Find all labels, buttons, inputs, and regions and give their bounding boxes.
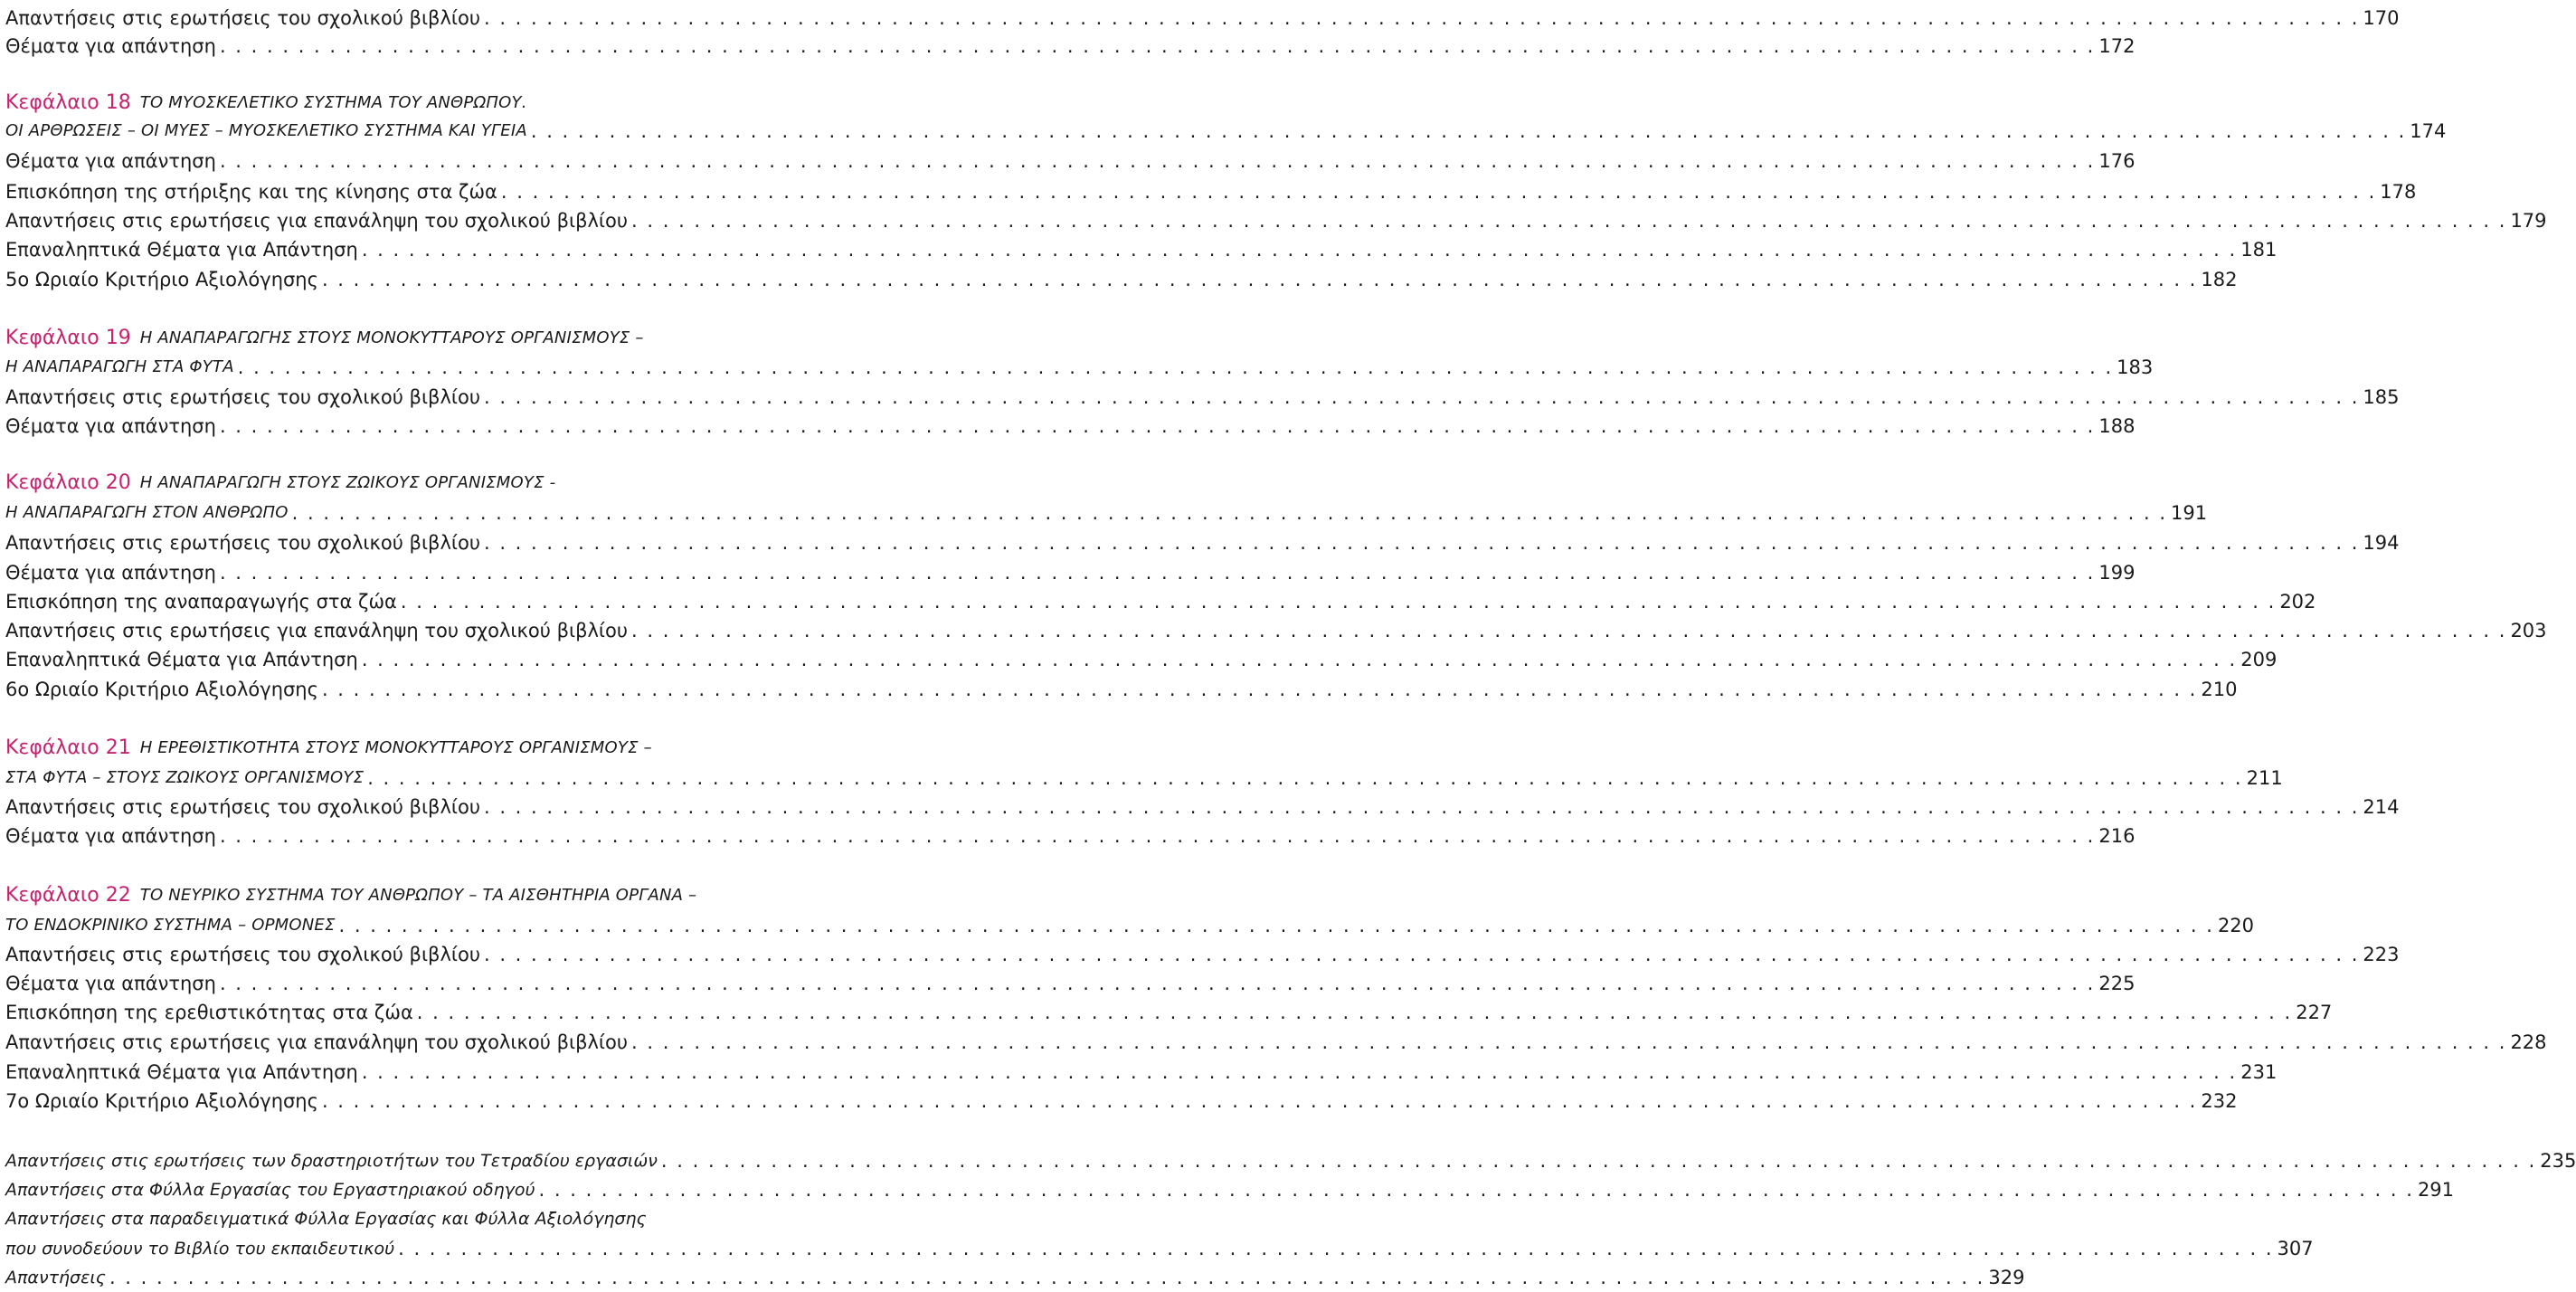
chapter-title: ΤΟ ΝΕΥΡΙΚΟ ΣΥΣΤΗΜΑ ΤΟΥ ΑΝΘΡΩΠΟΥ – ΤΑ ΑΙΣΘΗΤΗΡΙΑ ΟΡΓΑΝΑ – [139,886,697,905]
chapter-heading[interactable] [5,879,863,908]
toc-entry-title: Θέματα για απάντηση [5,150,216,172]
toc-entry[interactable] [5,585,2316,614]
dot-leader: . . . . . . . . . . . . . . . . . . . . . . . . . . . . . . . . . . . . . . . . . . . . . . . . . . . . . . . . . . . . . . . . . . . . . . . . . . . . . . . . . . . . . . . . . . . . . . . . . . . . . . . . . . . . . . . . . . . . . . . . [361,239,2238,261]
dot-leader: . . . . . . . . . . . . . . . . . . . . . . . . . . . . . . . . . . . . . . . . . . . . . . . . . . . . . . . . . . . . . . . . . . . . . . . . . . . . . . . . . . . . . . . . . . . . . . . . . . . . . . . . . . . . . . . . . . . . . . . . [483,386,2360,408]
toc-page-number: 183 [2117,356,2154,378]
dot-leader: . . . . . . . . . . . . . . . . . . . . . . . . . . . . . . . . . . . . . . . . . . . . . . . . . . . . . . . . . . . . . . . . . . . . . . . . . . . . . . . . . . . . . . . . . . . . . . . . . . . . . . . . . . . . . . . . . . . . . . . . [219,150,2096,172]
toc-entry-title: Θέματα για απάντηση [5,35,216,57]
toc-page-number: 199 [2098,562,2136,584]
toc-page-number: 232 [2201,1090,2238,1112]
toc-page-number: 202 [2279,591,2316,613]
toc-entry[interactable] [5,1145,2576,1173]
toc-entry[interactable] [5,30,2136,59]
chapter-title: ΤΟ ΜΥΟΣΚΕΛΕΤΙΚΟ ΣΥΣΤΗΜΑ ΤΟΥ ΑΝΘΡΩΠΟΥ. [139,93,527,112]
toc-page-number: 194 [2363,532,2400,554]
dot-leader: . . . . . . . . . . . . . . . . . . . . . . . . . . . . . . . . . . . . . . . . . . . . . . . . . . . . . . . . . . . . . . . . . . . . . . . . . . . . . . . . . . . . . . . . . . . . . . . . . . . . . . . . . . . . . . . . . . . . . . . . [367,767,2243,789]
chapter-heading-continued[interactable] [5,909,2255,938]
toc-entry-title: Θέματα για απάντηση [5,562,216,584]
chapter-title: Η ΕΡΕΘΙΣΤΙΚΟΤΗΤΑ ΣΤΟΥΣ ΜΟΝΟΚΥΤΤΑΡΟΥΣ ΟΡΓΑΝΙΣΜΟΥΣ – [139,738,652,757]
toc-entry-title: που συνοδεύουν το Βιβλίο του εκπαιδευτικού [5,1239,395,1259]
toc-page-number: 227 [2296,1002,2333,1023]
toc-page-number: 203 [2510,620,2547,641]
toc-page-number: 179 [2510,210,2547,232]
toc-entry[interactable] [5,381,2400,410]
dot-leader: . . . . . . . . . . . . . . . . . . . . . . . . . . . . . . . . . . . . . . . . . . . . . . . . . . . . . . . . . . . . . . . . . . . . . . . . . . . . . . . . . . . . . . . . . . . . . . . . . . . . . . . . . . . . . . . . . . . . . . . . [530,120,2407,142]
toc-entry[interactable] [5,1026,2547,1055]
dot-leader: . . . . . . . . . . . . . . . . . . . . . . . . . . . . . . . . . . . . . . . . . . . . . . . . . . . . . . . . . . . . . . . . . . . . . . . . . . . . . . . . . . . . . . . . . . . . . . . . . . . . . . . . . . . . . . . . . . . . . . . . [321,269,2198,290]
toc-entry-title: Απαντήσεις στις ερωτήσεις του σχολικού βιβλίου [5,796,480,818]
chapter-label: Κεφάλαιο 19 [5,327,131,349]
toc-entry-title: 7ο Ωριαίο Κριτήριο Αξιολόγησης [5,1090,318,1112]
toc-page-number: 307 [2277,1238,2314,1259]
chapter-heading[interactable] [5,732,863,761]
toc-entry-title: Επαναληπτικά Θέματα για Απάντηση [5,1061,358,1083]
toc-entry[interactable] [5,233,2278,262]
toc-entry[interactable] [5,1261,2025,1290]
chapter-heading[interactable] [5,87,863,116]
toc-page-number: 185 [2363,386,2400,408]
toc-entry-title: Απαντήσεις στα Φύλλα Εργασίας του Εργαστηριακού οδηγού [5,1180,535,1200]
dot-leader: . . . . . . . . . . . . . . . . . . . . . . . . . . . . . . . . . . . . . . . . . . . . . . . . . . . . . . . . . . . . . . . . . . . . . . . . . . . . . . . . . . . . . . . . . . . . . . . . . . . . . . . . . . . . . . . . . . . . . . . . [109,1267,1985,1288]
toc-entry-title: Απαντήσεις στις ερωτήσεις για επανάληψη του σχολικού βιβλίου [5,210,629,232]
toc-entry-title: 5ο Ωριαίο Κριτήριο Αξιολόγησης [5,269,318,290]
chapter-heading-continued[interactable] [5,762,2283,791]
toc-entry[interactable] [5,176,2417,204]
toc-entry[interactable] [5,1085,2238,1114]
toc-entry[interactable] [5,527,2400,556]
toc-page-number: 291 [2417,1179,2455,1201]
toc-entry-title: 6ο Ωριαίο Κριτήριο Αξιολόγησης [5,679,318,700]
toc-entry-title: Επαναληπτικά Θέματα για Απάντηση [5,649,358,670]
toc-page-number: 220 [2217,915,2255,936]
dot-leader: . . . . . . . . . . . . . . . . . . . . . . . . . . . . . . . . . . . . . . . . . . . . . . . . . . . . . . . . . . . . . . . . . . . . . . . . . . . . . . . . . . . . . . . . . . . . . . . . . . . . . . . . . . . . . . . . . . . . . . . . [219,825,2096,847]
toc-page-number: 211 [2246,767,2283,789]
toc-entry-title: Θέματα για απάντηση [5,973,216,994]
toc-page-number: 214 [2363,796,2400,818]
toc-entry-title: Απαντήσεις στις ερωτήσεις του σχολικού βιβλίου [5,7,480,29]
chapter-heading-continued[interactable] [5,351,2154,380]
toc-page-number: 188 [2098,415,2136,437]
dot-leader: . . . . . . . . . . . . . . . . . . . . . . . . . . . . . . . . . . . . . . . . . . . . . . . . . . . . . . . . . . . . . . . . . . . . . . . . . . . . . . . . . . . . . . . . . . . . . . . . . . . . . . . . . . . . . . . . . . . . . . . . [660,1150,2537,1172]
toc-entry[interactable] [5,1056,2278,1085]
chapter-title: ΟΙ ΑΡΘΡΩΣΕΙΣ – ΟΙ ΜΥΕΣ – ΜΥΟΣΚΕΛΕΤΙΚΟ ΣΥΣΤΗΜΑ ΚΑΙ ΥΓΕΙΑ [5,121,527,140]
toc-page-number: 223 [2363,944,2400,965]
chapter-title: ΣΤΑ ΦΥΤΑ – ΣΤΟΥΣ ΖΩΙΚΟΥΣ ΟΡΓΑΝΙΣΜΟΥΣ [5,768,365,787]
dot-leader: . . . . . . . . . . . . . . . . . . . . . . . . . . . . . . . . . . . . . . . . . . . . . . . . . . . . . . . . . . . . . . . . . . . . . . . . . . . . . . . . . . . . . . . . . . . . . . . . . . . . . . . . . . . . . . . . . . . . . . . . [361,649,2238,670]
dot-leader: . . . . . . . . . . . . . . . . . . . . . . . . . . . . . . . . . . . . . . . . . . . . . . . . . . . . . . . . . . . . . . . . . . . . . . . . . . . . . . . . . . . . . . . . . . . . . . . . . . . . . . . . . . . . . . . . . . . . . . . . [483,7,2360,29]
toc-entry-continued[interactable] [5,1232,2314,1261]
dot-leader: . . . . . . . . . . . . . . . . . . . . . . . . . . . . . . . . . . . . . . . . . . . . . . . . . . . . . . . . . . . . . . . . . . . . . . . . . . . . . . . . . . . . . . . . . . . . . . . . . . . . . . . . . . . . . . . . . . . . . . . . [219,415,2096,437]
toc-entry[interactable] [5,643,2278,672]
dot-leader: . . . . . . . . . . . . . . . . . . . . . . . . . . . . . . . . . . . . . . . . . . . . . . . . . . . . . . . . . . . . . . . . . . . . . . . . . . . . . . . . . . . . . . . . . . . . . . . . . . . . . . . . . . . . . . . . . . . . . . . . [483,796,2360,818]
dot-leader: . . . . . . . . . . . . . . . . . . . . . . . . . . . . . . . . . . . . . . . . . . . . . . . . . . . . . . . . . . . . . . . . . . . . . . . . . . . . . . . . . . . . . . . . . . . . . . . . . . . . . . . . . . . . . . . . . . . . . . . . [321,1090,2198,1112]
toc-entry-title: Επισκόπηση της στήριξης και της κίνησης στα ζώα [5,181,497,203]
toc-entry[interactable] [5,791,2400,820]
chapter-label: Κεφάλαιο 20 [5,471,131,494]
dot-leader: . . . . . . . . . . . . . . . . . . . . . . . . . . . . . . . . . . . . . . . . . . . . . . . . . . . . . . . . . . . . . . . . . . . . . . . . . . . . . . . . . . . . . . . . . . . . . . . . . . . . . . . . . . . . . . . . . . . . . . . . [483,944,2360,965]
toc-entry[interactable] [5,263,2238,292]
toc-page-number: 329 [1988,1267,2025,1288]
chapter-title: ΤΟ ΕΝΔΟΚΡΙΝΙΚΟ ΣΥΣΤΗΜΑ – ΟΡΜΟΝΕΣ [5,916,336,935]
toc-page-number: 210 [2201,679,2238,700]
toc-page-number: 228 [2510,1031,2547,1053]
chapter-heading-continued[interactable] [5,115,2447,144]
toc-page-number: 172 [2098,35,2136,57]
dot-leader: . . . . . . . . . . . . . . . . . . . . . . . . . . . . . . . . . . . . . . . . . . . . . . . . . . . . . . . . . . . . . . . . . . . . . . . . . . . . . . . . . . . . . . . . . . . . . . . . . . . . . . . . . . . . . . . . . . . . . . . . [338,915,2214,936]
toc-entry-title: Επισκόπηση της αναπαραγωγής στα ζώα [5,591,397,613]
dot-leader: . . . . . . . . . . . . . . . . . . . . . . . . . . . . . . . . . . . . . . . . . . . . . . . . . . . . . . . . . . . . . . . . . . . . . . . . . . . . . . . . . . . . . . . . . . . . . . . . . . . . . . . . . . . . . . . . . . . . . . . . [538,1179,2414,1201]
toc-page-number: 181 [2240,239,2278,261]
chapter-label: Κεφάλαιο 22 [5,884,131,907]
toc-entry-title: Επαναληπτικά Θέματα για Απάντηση [5,239,358,261]
toc-page-number: 178 [2380,181,2417,203]
chapter-heading[interactable] [5,322,863,351]
toc-page-number: 225 [2098,973,2136,994]
dot-leader: . . . . . . . . . . . . . . . . . . . . . . . . . . . . . . . . . . . . . . . . . . . . . . . . . . . . . . . . . . . . . . . . . . . . . . . . . . . . . . . . . . . . . . . . . . . . . . . . . . . . . . . . . . . . . . . . . . . . . . . . [321,679,2198,700]
toc-entry[interactable] [5,938,2400,967]
toc-page-number: 182 [2201,269,2238,290]
toc-entry[interactable] [5,1173,2455,1202]
toc-page-number: 235 [2540,1150,2576,1172]
toc-page-number: 216 [2098,825,2136,847]
dot-leader: . . . . . . . . . . . . . . . . . . . . . . . . . . . . . . . . . . . . . . . . . . . . . . . . . . . . . . . . . . . . . . . . . . . . . . . . . . . . . . . . . . . . . . . . . . . . . . . . . . . . . . . . . . . . . . . . . . . . . . . . [631,210,2507,232]
dot-leader: . . . . . . . . . . . . . . . . . . . . . . . . . . . . . . . . . . . . . . . . . . . . . . . . . . . . . . . . . . . . . . . . . . . . . . . . . . . . . . . . . . . . . . . . . . . . . . . . . . . . . . . . . . . . . . . . . . . . . . . . [500,181,2377,203]
toc-page-number: 174 [2410,120,2447,142]
toc-entry[interactable] [5,556,2136,585]
chapter-label: Κεφάλαιο 18 [5,91,131,114]
chapter-title: Η ΑΝΑΠΑΡΑΓΩΓΗ ΣΤΑ ΦΥΤΑ [5,357,234,376]
toc-page-number: 170 [2363,7,2400,29]
toc-page-number: 209 [2240,649,2278,670]
toc-page-number: 231 [2240,1061,2278,1083]
toc-entry-title: Απαντήσεις στις ερωτήσεις του σχολικού βιβλίου [5,532,480,554]
toc-entry[interactable] [5,2,2400,31]
toc-entry-title: Απαντήσεις στις ερωτήσεις των δραστηριοτήτων του Τετραδίου εργασιών [5,1151,658,1171]
toc-entry[interactable] [5,1202,863,1231]
dot-leader: . . . . . . . . . . . . . . . . . . . . . . . . . . . . . . . . . . . . . . . . . . . . . . . . . . . . . . . . . . . . . . . . . . . . . . . . . . . . . . . . . . . . . . . . . . . . . . . . . . . . . . . . . . . . . . . . . . . . . . . . [483,532,2360,554]
toc-entry-title: Απαντήσεις στις ερωτήσεις του σχολικού βιβλίου [5,944,480,965]
chapter-heading-continued[interactable] [5,497,2208,526]
toc-entry-title: Απαντήσεις στις ερωτήσεις του σχολικού βιβλίου [5,386,480,408]
toc-entry-title: Θέματα για απάντηση [5,415,216,437]
toc-entry-title: Επισκόπηση της ερεθιστικότητας στα ζώα [5,1002,413,1023]
toc-entry[interactable] [5,145,2136,174]
toc-entry-title: Απαντήσεις στις ερωτήσεις για επανάληψη του σχολικού βιβλίου [5,620,629,641]
chapter-title: Η ΑΝΑΠΑΡΑΓΩΓΗ ΣΤΟΥΣ ΖΩΙΚΟΥΣ ΟΡΓΑΝΙΣΜΟΥΣ - [139,473,556,492]
dot-leader: . . . . . . . . . . . . . . . . . . . . . . . . . . . . . . . . . . . . . . . . . . . . . . . . . . . . . . . . . . . . . . . . . . . . . . . . . . . . . . . . . . . . . . . . . . . . . . . . . . . . . . . . . . . . . . . . . . . . . . . . [291,502,2168,524]
dot-leader: . . . . . . . . . . . . . . . . . . . . . . . . . . . . . . . . . . . . . . . . . . . . . . . . . . . . . . . . . . . . . . . . . . . . . . . . . . . . . . . . . . . . . . . . . . . . . . . . . . . . . . . . . . . . . . . . . . . . . . . . [237,356,2114,378]
toc-entry[interactable] [5,967,2136,996]
toc-entry-title: Απαντήσεις [5,1268,106,1287]
dot-leader: . . . . . . . . . . . . . . . . . . . . . . . . . . . . . . . . . . . . . . . . . . . . . . . . . . . . . . . . . . . . . . . . . . . . . . . . . . . . . . . . . . . . . . . . . . . . . . . . . . . . . . . . . . . . . . . . . . . . . . . . [398,1238,2274,1259]
toc-entry[interactable] [5,996,2333,1025]
dot-leader: . . . . . . . . . . . . . . . . . . . . . . . . . . . . . . . . . . . . . . . . . . . . . . . . . . . . . . . . . . . . . . . . . . . . . . . . . . . . . . . . . . . . . . . . . . . . . . . . . . . . . . . . . . . . . . . . . . . . . . . . [631,1031,2507,1053]
dot-leader: . . . . . . . . . . . . . . . . . . . . . . . . . . . . . . . . . . . . . . . . . . . . . . . . . . . . . . . . . . . . . . . . . . . . . . . . . . . . . . . . . . . . . . . . . . . . . . . . . . . . . . . . . . . . . . . . . . . . . . . . [219,562,2096,584]
toc-entry[interactable] [5,204,2547,233]
toc-page-number: 191 [2171,502,2208,524]
dot-leader: . . . . . . . . . . . . . . . . . . . . . . . . . . . . . . . . . . . . . . . . . . . . . . . . . . . . . . . . . . . . . . . . . . . . . . . . . . . . . . . . . . . . . . . . . . . . . . . . . . . . . . . . . . . . . . . . . . . . . . . . [400,591,2277,613]
toc-entry-title: Απαντήσεις στις ερωτήσεις για επανάληψη του σχολικού βιβλίου [5,1031,629,1053]
dot-leader: . . . . . . . . . . . . . . . . . . . . . . . . . . . . . . . . . . . . . . . . . . . . . . . . . . . . . . . . . . . . . . . . . . . . . . . . . . . . . . . . . . . . . . . . . . . . . . . . . . . . . . . . . . . . . . . . . . . . . . . . [219,35,2096,57]
dot-leader: . . . . . . . . . . . . . . . . . . . . . . . . . . . . . . . . . . . . . . . . . . . . . . . . . . . . . . . . . . . . . . . . . . . . . . . . . . . . . . . . . . . . . . . . . . . . . . . . . . . . . . . . . . . . . . . . . . . . . . . . [631,620,2507,641]
toc-entry-title: Απαντήσεις στα παραδειγματικά Φύλλα Εργασίας και Φύλλα Αξιολόγησης [5,1209,647,1229]
chapter-label: Κεφάλαιο 21 [5,736,131,759]
toc-entry-title: Θέματα για απάντηση [5,825,216,847]
chapter-title: Η ΑΝΑΠΑΡΑΓΩΓΗΣ ΣΤΟΥΣ ΜΟΝΟΚΥΤΤΑΡΟΥΣ ΟΡΓΑΝΙΣΜΟΥΣ – [139,328,644,347]
toc-entry[interactable] [5,673,2238,702]
dot-leader: . . . . . . . . . . . . . . . . . . . . . . . . . . . . . . . . . . . . . . . . . . . . . . . . . . . . . . . . . . . . . . . . . . . . . . . . . . . . . . . . . . . . . . . . . . . . . . . . . . . . . . . . . . . . . . . . . . . . . . . . [416,1002,2293,1023]
dot-leader: . . . . . . . . . . . . . . . . . . . . . . . . . . . . . . . . . . . . . . . . . . . . . . . . . . . . . . . . . . . . . . . . . . . . . . . . . . . . . . . . . . . . . . . . . . . . . . . . . . . . . . . . . . . . . . . . . . . . . . . . [219,973,2096,994]
toc-page-number: 176 [2098,150,2136,172]
toc-entry[interactable] [5,410,2136,439]
chapter-title: Η ΑΝΑΠΑΡΑΓΩΓΗ ΣΤΟΝ ΑΝΘΡΩΠΟ [5,503,289,522]
chapter-heading[interactable] [5,467,863,496]
toc-entry[interactable] [5,820,2136,849]
toc-entry[interactable] [5,614,2547,643]
dot-leader: . . . . . . . . . . . . . . . . . . . . . . . . . . . . . . . . . . . . . . . . . . . . . . . . . . . . . . . . . . . . . . . . . . . . . . . . . . . . . . . . . . . . . . . . . . . . . . . . . . . . . . . . . . . . . . . . . . . . . . . . [361,1061,2238,1083]
